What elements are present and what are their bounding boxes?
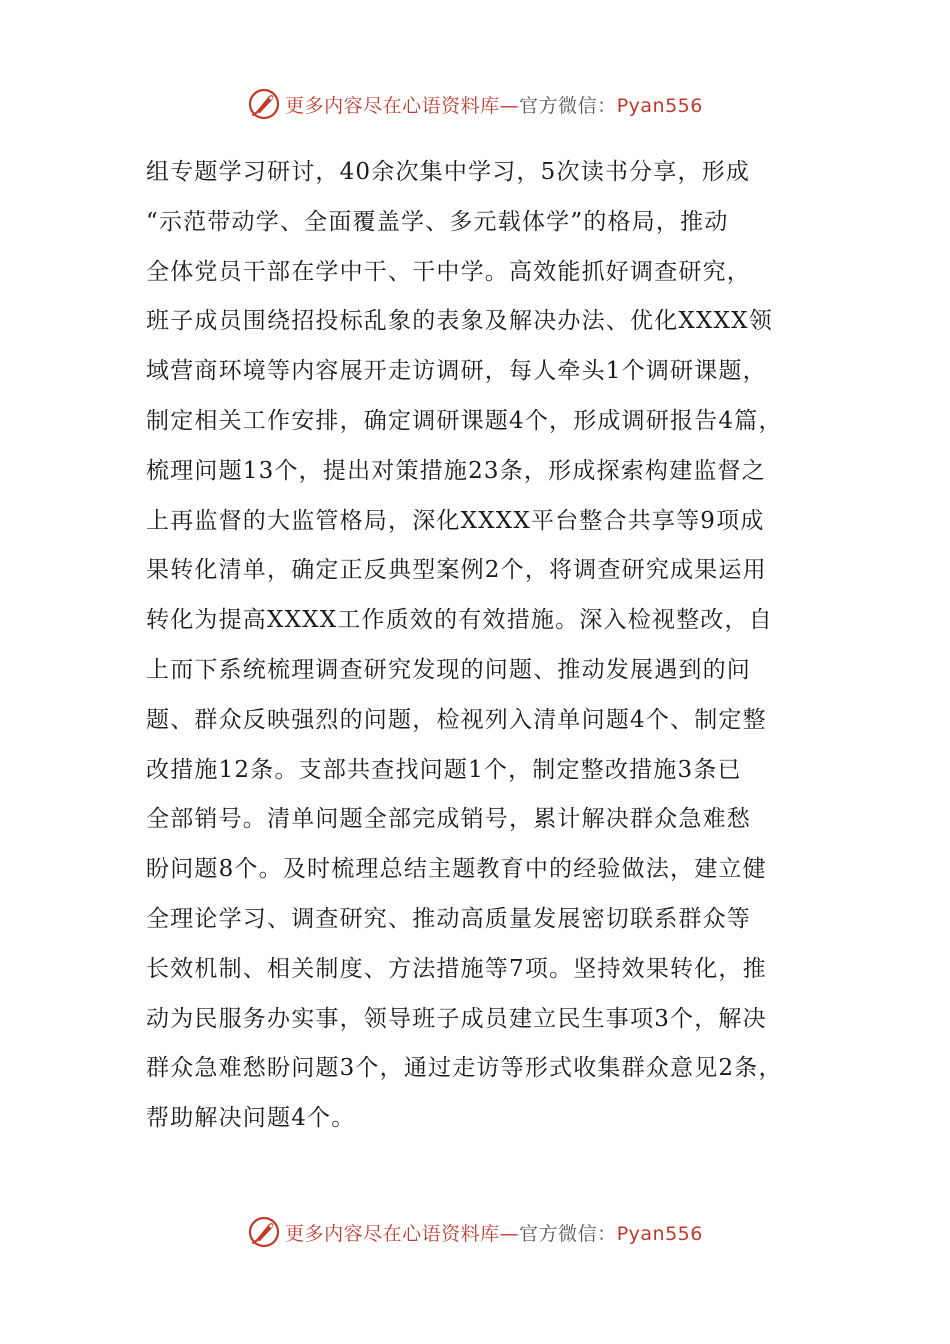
header-watermark — [0, 84, 950, 124]
watermark-site: 更多内容尽在心语资料库 — [285, 1222, 500, 1245]
footer-watermark — [0, 1212, 950, 1252]
text-line: 域营商环境等内容展开走访调研，每人牵头1个调研课题， — [146, 358, 767, 385]
text-line: “示范带动学、全面覆盖学、多元载体学”的格局，推动 — [146, 208, 729, 235]
watermark-dash: — — [499, 94, 520, 117]
text-line: 班子成员围绕招投标乱象的表象及解决办法、优化XXXX领 — [146, 308, 773, 335]
text-line: 长效机制、相关制度、方法措施等7项。坚持效果转化，推 — [146, 955, 767, 982]
text-line: 转化为提高XXXX工作质效的有效措施。深入检视整改，自 — [146, 607, 773, 634]
quill-pen-icon — [247, 87, 281, 121]
text-line: 全理论学习、调查研究、推动高质量发展密切联系群众等 — [146, 905, 751, 932]
text-line: 盼问题8个。及时梳理总结主题教育中的经验做法，建立健 — [146, 856, 767, 883]
text-line: 动为民服务办实事，领导班子成员建立民生事项3个，解决 — [146, 1005, 767, 1032]
text-line: 改措施12条。支部共查找问题1个，制定整改措施3条已 — [146, 756, 742, 783]
document-body — [146, 148, 826, 1144]
watermark-official-label: 官方微信： — [519, 94, 617, 117]
text-line: 群众急难愁盼问题3个，通过走访等形式收集群众意见2条， — [146, 1055, 783, 1082]
watermark-text — [285, 1219, 703, 1246]
text-line: 帮助解决问题4个。 — [146, 1105, 356, 1132]
text-line: 上再监督的大监管格局，深化XXXX平台整合共享等9项成 — [146, 507, 765, 534]
text-line: 制定相关工作安排，确定调研课题4个，形成调研报告4篇， — [146, 407, 783, 434]
text-line: 全体党员干部在学中干、干中学。高效能抓好调查研究， — [146, 258, 751, 285]
watermark-dash: — — [499, 1222, 520, 1245]
quill-pen-icon — [247, 1215, 281, 1249]
watermark-wechat-id: Pyan556 — [616, 94, 703, 117]
watermark-wechat-id: Pyan556 — [616, 1222, 703, 1245]
text-line: 组专题学习研讨，40余次集中学习，5次读书分享，形成 — [146, 159, 751, 185]
text-line: 全部销号。清单问题全部完成销号，累计解决群众急难愁 — [146, 806, 751, 833]
watermark-official-label: 官方微信： — [519, 1222, 617, 1245]
watermark-site: 更多内容尽在心语资料库 — [285, 94, 500, 117]
text-line: 题、群众反映强烈的问题，检视列入清单问题4个、制定整 — [146, 706, 767, 733]
watermark-text — [285, 91, 703, 118]
text-line: 梳理问题13个，提出对策措施23条，形成探索构建监督之 — [146, 457, 766, 484]
text-line: 果转化清单，确定正反典型案例2个，将调查研究成果运用 — [146, 557, 767, 584]
text-line: 上而下系统梳理调查研究发现的问题、推动发展遇到的问 — [146, 656, 751, 683]
